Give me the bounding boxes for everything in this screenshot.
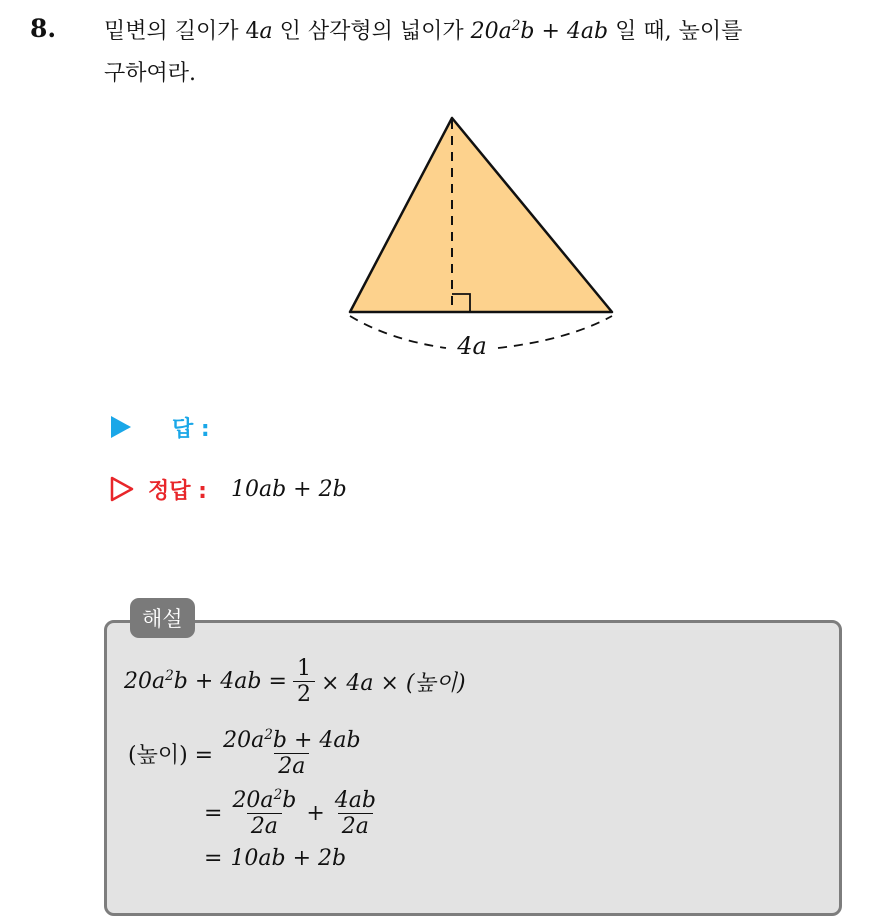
question-number: 8. xyxy=(30,14,57,43)
play-outline-icon xyxy=(110,476,134,502)
base-dimension-arc-right xyxy=(498,316,612,348)
solution-result: 10ab + 2b xyxy=(230,846,347,871)
triangle-figure xyxy=(330,108,630,378)
answer-row xyxy=(110,410,210,444)
correct-answer-label: 정답 : xyxy=(148,478,207,504)
fraction-split-1: $\frac{20a^2b}{2a}$ xyxy=(232,786,297,840)
solution-tab: 해설 xyxy=(130,598,195,638)
correct-answer-value: 10ab + 2b xyxy=(230,476,347,502)
triangle-shape xyxy=(350,118,612,312)
fraction-height: $\frac{20a^2b + 4ab}{2a}$ xyxy=(223,726,361,780)
base-label: 4a xyxy=(457,332,487,360)
fraction-one-half: $\frac{1}{2}$ xyxy=(293,656,315,708)
question-text-line1: 밑변의 길이가 4a 인 삼각형의 넓이가 $20a^2b + 4ab$ 일 때, 높이를 xyxy=(104,17,743,44)
correct-answer-row xyxy=(110,472,347,506)
solution-line-1: $20a^2b + 4ab$ = $\frac{1}{2}$ × 4a × (높이) xyxy=(124,656,466,708)
fraction-split-2: $\frac{4ab}{2a}$ xyxy=(334,788,376,840)
base-dimension-arc-left xyxy=(350,316,446,348)
area-expression: $20a^2b + 4ab$ xyxy=(470,17,609,44)
solution-line-3: = $\frac{20a^2b}{2a}$ + $\frac{4ab}{2a}$ xyxy=(204,788,386,840)
solution-line-2: (높이) = $\frac{20a^2b + 4ab}{2a}$ xyxy=(128,728,371,780)
answer-label: 답 : xyxy=(172,416,210,442)
solution-line-4: = 10ab + 2b xyxy=(204,846,347,871)
play-filled-icon xyxy=(110,415,132,439)
question-text-line2: 구하여라. xyxy=(104,61,197,86)
